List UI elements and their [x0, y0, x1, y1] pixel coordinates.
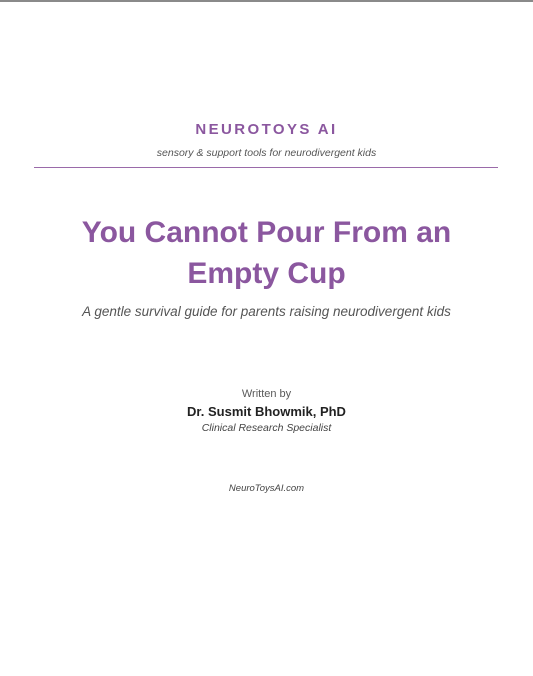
document-title: You Cannot Pour From an Empty Cup	[81, 216, 452, 290]
brand-tagline: sensory & support tools for neurodivergent kids	[156, 147, 377, 159]
author-role: Clinical Research Specialist	[201, 422, 332, 434]
document-subtitle: A gentle survival guide for parents raising neurodivergent kids	[82, 304, 451, 319]
author-name: Dr. Susmit Bhowmik, PhD	[187, 404, 346, 419]
brand-name: NEUROTOYS AI	[195, 121, 338, 138]
written-by-label: Written by	[241, 388, 292, 400]
website-link[interactable]: NeuroToysAI.com	[228, 483, 305, 494]
header-divider	[34, 167, 498, 168]
